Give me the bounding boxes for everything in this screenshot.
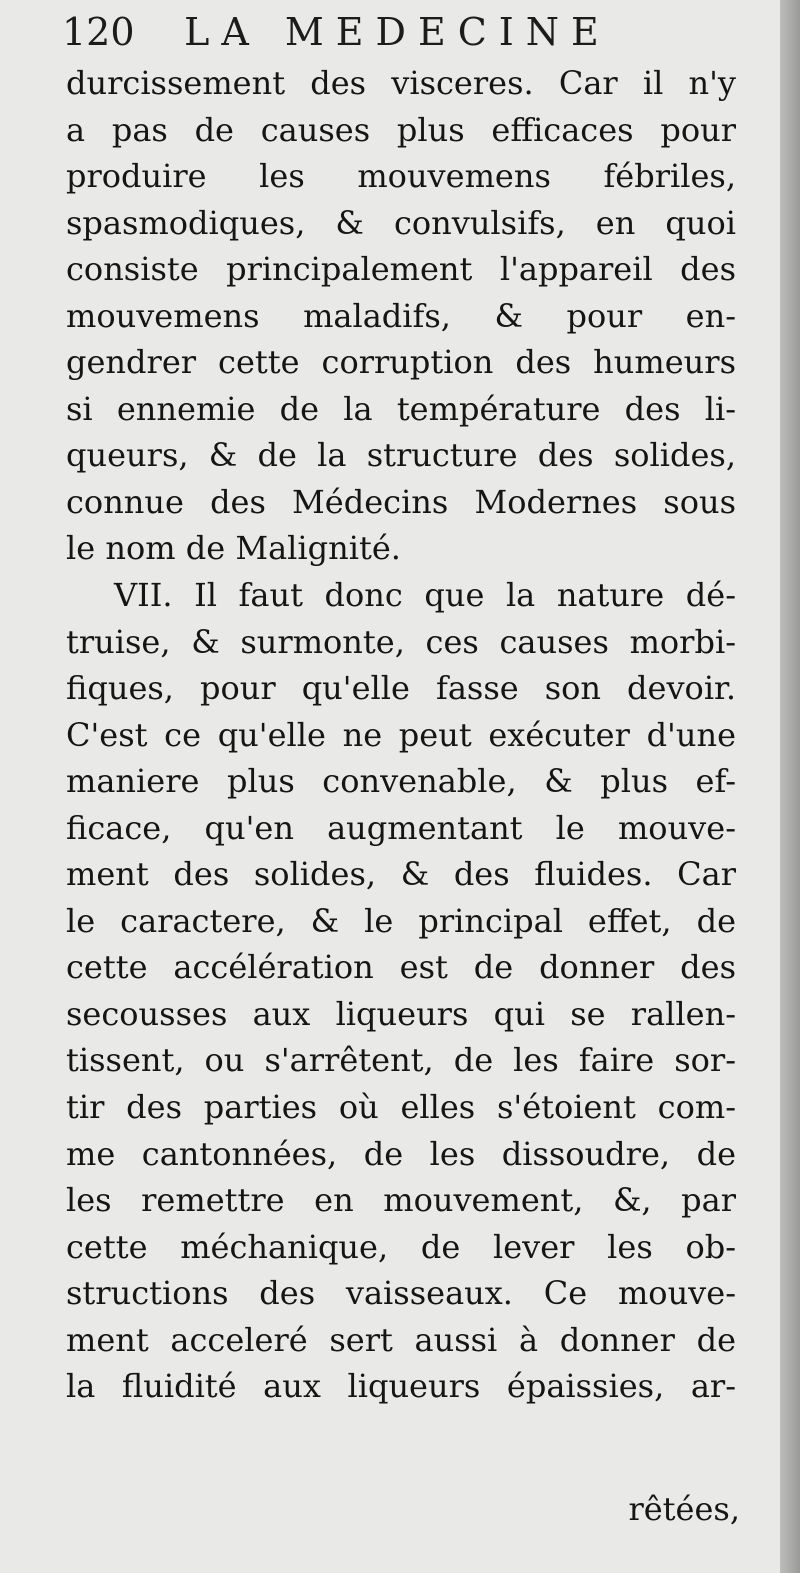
text-line: cette accélération est de donner des xyxy=(66,948,736,987)
text-line: mouvemens maladifs, & pour en- xyxy=(66,296,736,335)
text-line: le caractere, & le principal effet, de xyxy=(66,901,736,940)
text-line: me cantonnées, de les dissoudre, de xyxy=(66,1134,736,1173)
text-line: secousses aux liqueurs qui se rallen- xyxy=(66,994,736,1033)
text-line: connue des Médecins Modernes sous xyxy=(66,482,736,521)
body-text xyxy=(66,60,736,1410)
text-line: tir des parties où elles s'étoient com- xyxy=(66,1088,736,1127)
text-line: truise, & surmonte, ces causes morbi- xyxy=(66,622,736,661)
text-line: produire les mouvemens fébriles, xyxy=(66,157,736,196)
section-vii-first-line: VII. Il faut donc que la nature dé- xyxy=(114,576,736,615)
text-line: a pas de causes plus efficaces pour xyxy=(66,110,736,149)
running-head xyxy=(62,4,762,60)
text-line: fiques, pour qu'elle fasse son devoir. xyxy=(66,669,736,708)
text-line: la fluidité aux liqueurs épaissies, ar- xyxy=(66,1367,736,1406)
text-line: les remettre en mouvement, &, par xyxy=(66,1181,736,1220)
text-line: si ennemie de la température des li- xyxy=(66,389,736,428)
text-line: queurs, & de la structure des solides, xyxy=(66,436,736,475)
text-line: consiste principalement l'appareil des xyxy=(66,250,736,289)
paragraph-end-line: le nom de Malignité. xyxy=(66,529,401,568)
text-line: ment des solides, & des fluides. Car xyxy=(66,855,736,894)
text-line: structions des vaisseaux. Ce mouve- xyxy=(66,1274,736,1313)
running-title: LA MEDECINE xyxy=(184,10,611,54)
text-line: gendrer cette corruption des humeurs xyxy=(66,343,736,382)
text-line: durcissement des visceres. Car il n'y xyxy=(66,64,736,102)
text-line: ment acceleré sert aussi à donner de xyxy=(66,1320,736,1359)
text-line: spasmodiques, & convulsifs, en quoi xyxy=(66,203,736,242)
text-line: cette méchanique, de lever les ob- xyxy=(66,1227,736,1266)
text-line: tissent, ou s'arrêtent, de les faire sor- xyxy=(66,1041,736,1080)
page-edge xyxy=(780,0,800,1573)
text-line: ficace, qu'en augmentant le mouve- xyxy=(66,808,736,847)
text-line: C'est ce qu'elle ne peut exécuter d'une xyxy=(66,715,736,754)
page-number: 120 xyxy=(62,10,135,54)
text-line: maniere plus convenable, & plus ef- xyxy=(66,762,736,801)
catchword: rêtées, xyxy=(628,1490,740,1528)
